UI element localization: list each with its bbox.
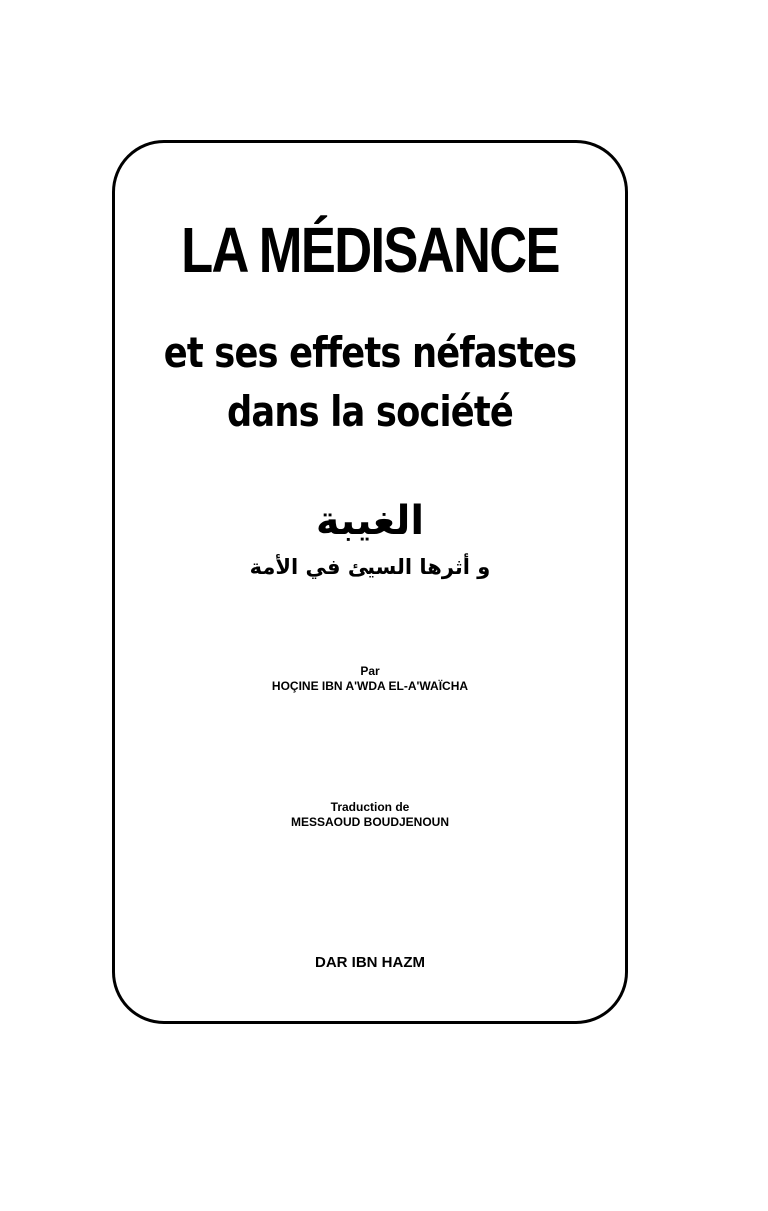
by-label: Par [360,664,380,678]
arabic-title: الغيبة [315,498,425,544]
book-subtitle-line2: dans la société [226,387,513,436]
book-title: LA MÉDISANCE [181,214,559,286]
translator-name: MESSAOUD BOUDJENOUN [290,815,449,829]
book-subtitle-line1: et ses effets néfastes [163,328,577,377]
publisher-name: DAR IBN HAZM [315,954,425,971]
translation-label: Traduction de [330,800,410,814]
author-name: HOÇINE IBN A'WDA EL-A'WAÏCHA [271,679,469,693]
arabic-subtitle: و أثرها السيئ في الأمة [249,555,491,579]
